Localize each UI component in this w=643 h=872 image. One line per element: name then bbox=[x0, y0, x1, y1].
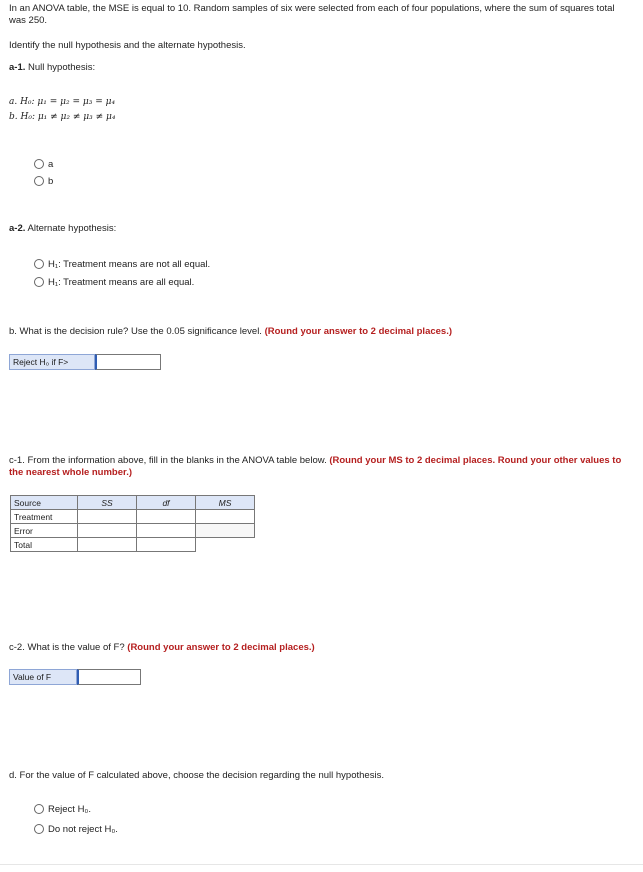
empty-cell bbox=[196, 538, 255, 552]
c2-question bbox=[9, 642, 315, 653]
bottom-divider bbox=[0, 864, 643, 865]
col-df: df bbox=[137, 496, 196, 510]
treatment-df-input[interactable] bbox=[137, 510, 196, 524]
null-option-a: a. H₀: μ₁ = μ₂ = μ₃ = μ₄ bbox=[9, 97, 116, 107]
alt-choice-2[interactable] bbox=[34, 277, 194, 288]
decision-rule-label: Reject H₀ if F> bbox=[9, 354, 95, 370]
radio-icon[interactable] bbox=[34, 824, 44, 834]
error-ms-cell bbox=[196, 524, 255, 538]
total-df-input[interactable] bbox=[137, 538, 196, 552]
col-ms: MS bbox=[196, 496, 255, 510]
a2-heading bbox=[9, 223, 116, 234]
null-choice-a[interactable] bbox=[34, 159, 53, 170]
radio-icon[interactable] bbox=[34, 159, 44, 169]
choice-label: Do not reject H₀. bbox=[48, 824, 118, 835]
f-value-row bbox=[9, 669, 141, 685]
row-label: Total bbox=[11, 538, 78, 552]
total-ss-input[interactable] bbox=[78, 538, 137, 552]
radio-icon[interactable] bbox=[34, 176, 44, 186]
radio-icon[interactable] bbox=[34, 804, 44, 814]
b-question bbox=[9, 326, 452, 337]
row-label: Error bbox=[11, 524, 78, 538]
decision-rule-input[interactable] bbox=[95, 354, 161, 370]
d-question: d. For the value of F calculated above, choose the decision regarding the null hypothesis. bbox=[9, 770, 384, 781]
choice-label: H₁: Treatment means are not all equal. bbox=[48, 259, 211, 270]
choice-label: b bbox=[48, 176, 54, 187]
a1-title: Null hypothesis: bbox=[28, 62, 96, 73]
a1-label: a-1. bbox=[9, 62, 26, 73]
radio-icon[interactable] bbox=[34, 259, 44, 269]
identify-instruction: Identify the null hypothesis and the alternate hypothesis. bbox=[9, 40, 246, 51]
radio-icon[interactable] bbox=[34, 277, 44, 287]
c1-question-text: c-1. From the information above, fill in the blanks in the ANOVA table below. bbox=[9, 455, 327, 466]
choice-label: H₁: Treatment means are all equal. bbox=[48, 277, 195, 288]
anova-header-row bbox=[11, 496, 255, 510]
f-value-input[interactable] bbox=[77, 669, 141, 685]
choice-label: Reject H₀. bbox=[48, 804, 92, 815]
col-source: Source bbox=[11, 496, 78, 510]
treatment-ms-input[interactable] bbox=[196, 510, 255, 524]
a2-label: a-2. bbox=[9, 223, 26, 234]
anova-row-treatment bbox=[11, 510, 255, 524]
c1-rounding-note: (Round your MS to 2 decimal places. Round your other values to the nearest whole number.) bbox=[9, 455, 622, 478]
decision-rule-row bbox=[9, 354, 161, 370]
b-rounding-note: (Round your answer to 2 decimal places.) bbox=[264, 326, 453, 337]
a1-heading bbox=[9, 62, 95, 73]
f-value-label: Value of F bbox=[9, 669, 77, 685]
c1-question bbox=[9, 455, 634, 479]
anova-table bbox=[10, 495, 255, 552]
c2-rounding-note: (Round your answer to 2 decimal places.) bbox=[127, 642, 315, 653]
b-question-text: b. What is the decision rule? Use the 0.05 significance level. bbox=[9, 326, 262, 337]
error-ss-input[interactable] bbox=[78, 524, 137, 538]
do-not-reject-h0-choice[interactable] bbox=[34, 824, 118, 835]
choice-label: a bbox=[48, 159, 54, 170]
null-option-b: b. H₀: μ₁ ≠ μ₂ ≠ μ₃ ≠ μ₄ bbox=[9, 112, 116, 122]
alt-choice-1[interactable] bbox=[34, 259, 210, 270]
a2-title: Alternate hypothesis: bbox=[27, 223, 117, 234]
problem-statement: In an ANOVA table, the MSE is equal to 10. Random samples of six were selected from each of four populations, where the sum of squares total was 250. bbox=[9, 3, 615, 26]
c2-question-text: c-2. What is the value of F? bbox=[9, 642, 125, 653]
anova-row-error bbox=[11, 524, 255, 538]
anova-row-total bbox=[11, 538, 255, 552]
treatment-ss-input[interactable] bbox=[78, 510, 137, 524]
reject-h0-choice[interactable] bbox=[34, 804, 91, 815]
row-label: Treatment bbox=[11, 510, 78, 524]
col-ss: SS bbox=[78, 496, 137, 510]
error-df-input[interactable] bbox=[137, 524, 196, 538]
null-choice-b[interactable] bbox=[34, 176, 53, 187]
